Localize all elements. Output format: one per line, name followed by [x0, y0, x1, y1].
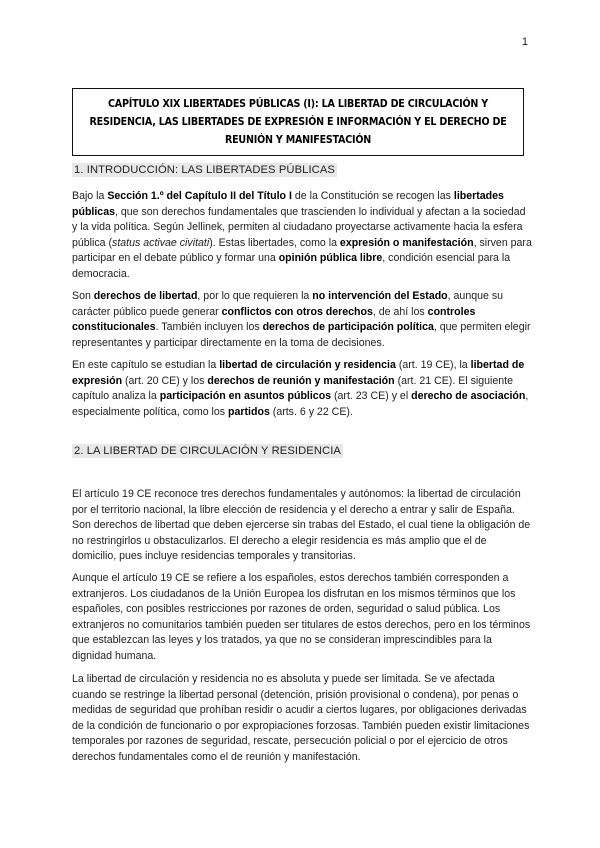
text-run: , que permiten elegir representantes y participar directamente en la toma de decisiones.: [72, 321, 531, 349]
page-number: 1: [521, 36, 528, 48]
section-2-paragraph-3: La libertad de circulación y residencia no es absoluta y puede ser limitada. Se ve afectada cuando se restringe la libertad personal (detención, prisión provisional o condena), por penas o medidas de seguridad que prohíban residir o acudir a ciertos lugares, por obligaciones derivadas de la condición de funcionario o por expropiaciones forzosas. También pueden existir limitaciones temporales por razones de seguridad, rescate, persecución policial o por el ejercicio de otros derechos fundamentales como el de reunión y manifestación.: [72, 673, 530, 763]
text-run: , condición esencial para la democracia.: [72, 252, 511, 280]
italic-term: status activae civitati: [112, 236, 210, 249]
section-1-paragraph-3: [72, 358, 532, 420]
text-run: (arts. 6 y 22 CE).: [269, 405, 353, 418]
text-run: Son: [72, 290, 94, 302]
text-run: En este capítulo se estudian la: [72, 359, 220, 371]
text-run: (art. 23 CE) y el: [331, 390, 412, 403]
text-run: , aunque su carácter público puede generar: [72, 290, 504, 318]
bold-term: derechos de reunión y manifestación: [207, 374, 395, 387]
bold-term: conflictos con otros derechos: [221, 305, 373, 318]
bold-term: libertades públicas: [72, 190, 504, 218]
text-run: (art. 20 CE) y los: [122, 374, 208, 387]
section-2-paragraph-1: El artículo 19 CE reconoce tres derechos fundamentales y autónomos: la libertad de circulación por el territorio nacional, la libre elección de residencia y el derecho a entrar y salir de España. Son derechos de libertad que deben ejercerse sin trabas del Estado, el cual tiene la obligación de no restringirlos u obstaculizarlos. El derecho a elegir residencia es más amplio que el de domicilio, pues incluye residencias temporales y transitorias.: [72, 488, 531, 563]
text-run: , por lo que requieren la: [197, 290, 313, 302]
text-run: , de ahí los: [372, 305, 428, 318]
text-run: de la Constitución se recogen las: [291, 190, 454, 202]
section-2-heading: 2. LA LIBERTAD DE CIRCULACIÓN Y RESIDENCIA: [74, 445, 341, 457]
bold-term: controles constitucionales: [72, 305, 476, 334]
bold-term: derecho de asociación: [411, 390, 526, 403]
bold-term: expresión o manifestación: [339, 236, 474, 249]
bold-term: derechos de participación política: [262, 321, 434, 334]
section-2-paragraph-2: Aunque el artículo 19 CE se refiere a los españoles, estos derechos también corresponden a extranjeros. Los ciudadanos de la Unión Europea los disfrutan en los mismos términos que los españoles, con posibles restricciones por razones de orden, seguridad o salud pública. Los extranjeros no comunitarios también pueden ser titulares de estos derechos, pero en los términos que establezcan las leyes y los tratados, ya que no se consideran imprescindibles para la dignidad humana.: [72, 572, 531, 662]
bold-term: derechos de libertad: [93, 290, 198, 302]
text-run: , sirven para participar en el debate público y formar una: [72, 236, 532, 265]
bold-term: Sección 1.º del Capítulo II del Título I: [107, 190, 292, 202]
bold-term: no intervención del Estado: [312, 290, 448, 302]
text-run: ). Estas libertades, como la: [209, 236, 340, 249]
bold-term: partidos: [228, 405, 270, 418]
text-run: , especialmente política, como los: [72, 390, 529, 418]
text-run: (art. 21 CE). El siguiente capítulo analiza la: [72, 374, 513, 403]
chapter-title: CAPÍTULO XIX LIBERTADES PÚBLICAS (I): LA LIBERTAD DE CIRCULACIÓN Y RESIDENCIA, LAS LIBERTADES DE EXPRESIÓN E INFORMACIÓN Y EL DERECHO DE REUNIÓN Y MANIFESTACIÓN: [72, 88, 524, 156]
bold-term: libertad de circulación y residencia: [219, 359, 396, 371]
text-run: , que son derechos fundamentales que trascienden lo individual y afectan a la sociedad y la vida política. Según Jellinek, permiten al ciudadano proyectarse activamente hacia la esfera pública (: [72, 205, 526, 249]
text-run: Bajo la: [72, 190, 108, 202]
text-run: . También incluyen los: [155, 321, 263, 334]
text-run: (art. 19 CE), la: [395, 359, 471, 371]
section-1-paragraph-2: [72, 289, 532, 351]
section-1-paragraph-1: [72, 189, 532, 283]
bold-term: libertad de expresión: [72, 359, 525, 387]
section-1-heading: 1. INTRODUCCIÓN: LAS LIBERTADES PÚBLICAS: [74, 164, 335, 176]
bold-term: opinión pública libre: [278, 252, 383, 265]
bold-term: participación en asuntos públicos: [159, 390, 332, 403]
